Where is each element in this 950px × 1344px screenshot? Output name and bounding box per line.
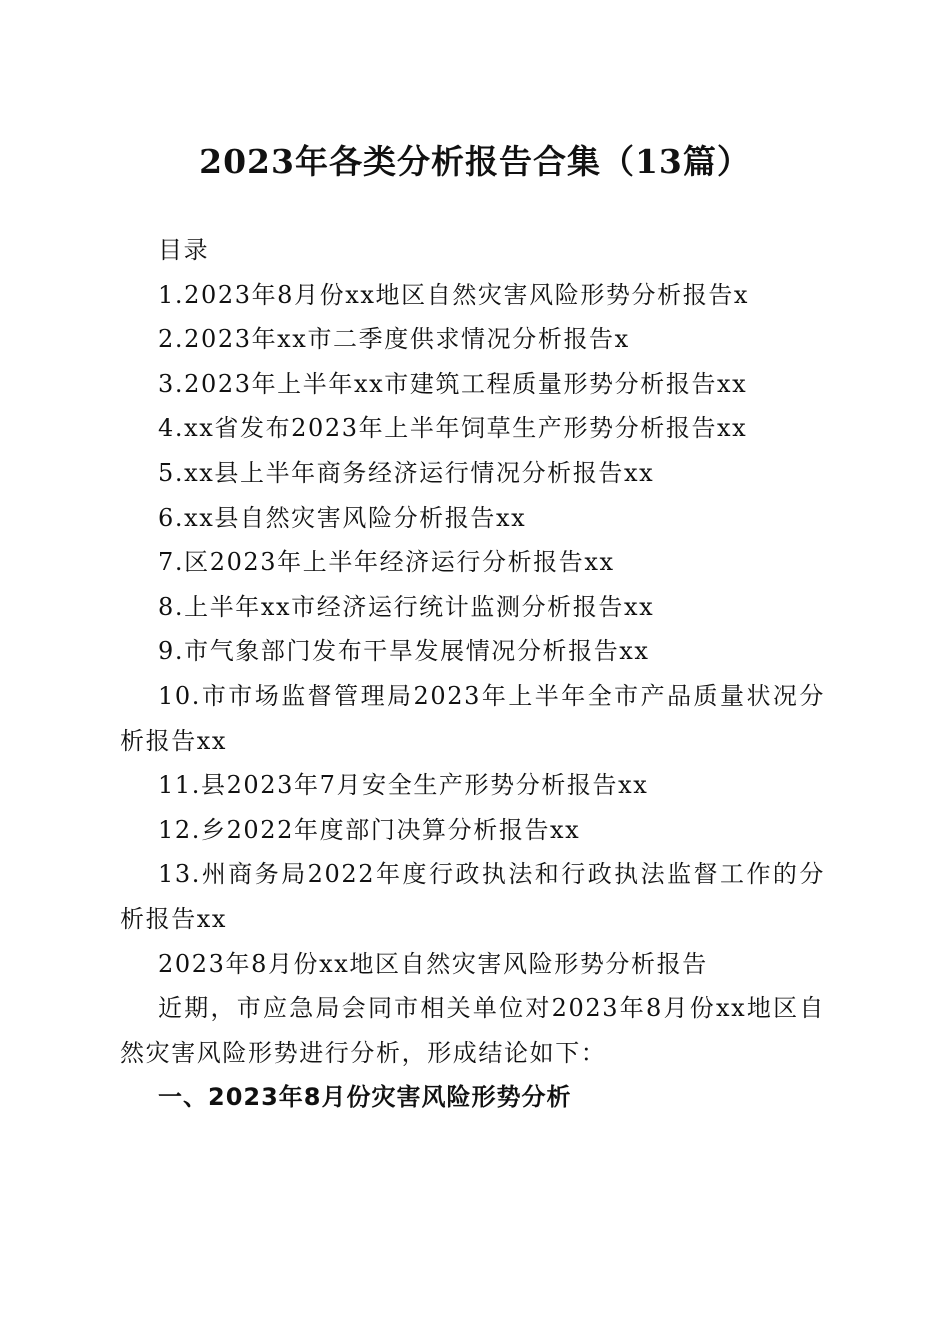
- toc-item: 4.xx省发布2023年上半年饲草生产形势分析报告xx: [158, 414, 748, 443]
- toc-item: 9.市气象部门发布干旱发展情况分析报告xx: [158, 637, 650, 666]
- toc-item: 7.区2023年上半年经济运行分析报告xx: [158, 548, 615, 577]
- toc-item: 6.xx县自然灾害风险分析报告xx: [158, 503, 527, 532]
- section-heading: 一、2023年8月份灾害风险形势分析: [158, 1083, 572, 1112]
- toc-item: 2.2023年xx市二季度供求情况分析报告x: [158, 325, 630, 354]
- toc-item: 8.上半年xx市经济运行统计监测分析报告xx: [158, 592, 655, 621]
- toc-item: 12.乡2022年度部门决算分析报告xx: [158, 815, 581, 844]
- section-title: 2023年8月份xx地区自然灾害风险形势分析报告: [158, 949, 708, 978]
- toc-item: 11.县2023年7月安全生产形势分析报告xx: [158, 771, 649, 800]
- intro-paragraph: 近期，市应急局会同市相关单位对2023年8月份xx地区自然灾害风险形势进行分析，形成结论如下：: [120, 994, 825, 1067]
- toc-heading: 目录: [158, 236, 210, 264]
- toc-item: 3.2023年上半年xx市建筑工程质量形势分析报告xx: [158, 369, 748, 398]
- document-title: 2023年各类分析报告合集（13篇）: [199, 142, 751, 181]
- document-body: [120, 228, 825, 1120]
- toc-item: 1.2023年8月份xx地区自然灾害风险形势分析报告x: [158, 280, 750, 309]
- toc-item: 5.xx县上半年商务经济运行情况分析报告xx: [158, 458, 655, 487]
- toc-item: 10.市市场监督管理局2023年上半年全市产品质量状况分析报告xx: [120, 681, 825, 755]
- toc-item: 13.州商务局2022年度行政执法和行政执法监督工作的分析报告xx: [120, 860, 825, 933]
